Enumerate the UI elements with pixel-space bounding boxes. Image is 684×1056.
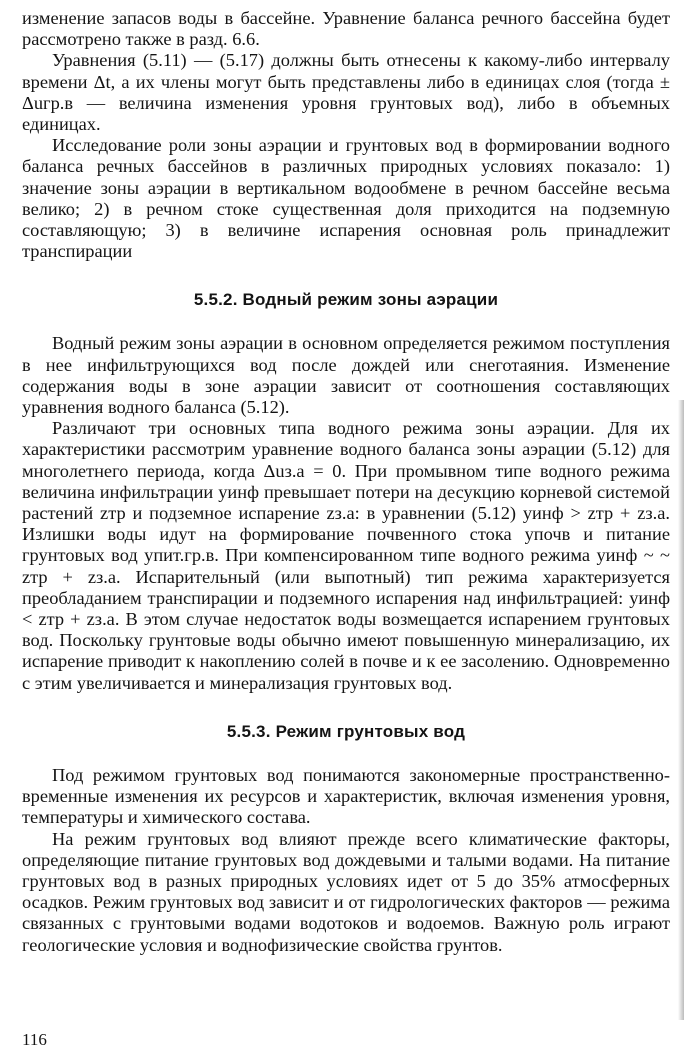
section-553-paragraph-1: Под режимом грунтовых вод понимаются закономерные пространственно-временные изменения их ресурсов и характеристик, включая изменения уровня, температуры и химического состава. [22,764,670,828]
section-552-paragraph-2: Различают три основных типа водного режима зоны аэрации. Для их характеристики рассмотрим уравнение водного баланса зоны аэрации (5.12) для многолетнего периода, когда Δuз.а = 0. При промывном типе водного режима величина инфильтрации yинф превышает потери на десукцию корневой системой растений zтр и подземное испарение zз.а: в уравнении (5.12) yинф > zтр + zз.а. Излишки воды идут на формирование почвенного стока yпочв и питание грунтовых вод yпит.гр.в. При компенсированном типе водного режима yинф ~ ~ zтр + zз.а. Испарительный (или выпотный) тип режима характеризуется преобладанием транспирации и подземного испарения над инфильтрацией: yинф < zтр + zз.а. В этом случае недостаток воды возмещается испарением грунтовых вод. Поскольку грунтовые воды обычно имеют повышенную минерализацию, их испарение приводит к накоплению солей в почве и к ее засолению. Одновременно с этим увеличивается и минерализация грунтовых вод. [22,418,670,693]
continuation-paragraph: изменение запасов воды в бассейне. Уравнение баланса речного бассейна будет рассмотрено также в разд. 6.6. [22,8,670,50]
section-552-paragraph-1: Водный режим зоны аэрации в основном определяется режимом поступления в нее инфильтрующихся вод после дождей или снеготаяния. Изменение содержания воды в зоне аэрации зависит от соотношения составляющих уравнения водного баланса (5.12). [22,333,670,418]
page-body [22,8,670,956]
page-number: 116 [22,1030,47,1049]
section-553-paragraph-2: На режим грунтовых вод влияют прежде всего климатические факторы, определяющие питание грунтовых вод дождевыми и талыми водами. На питание грунтовых вод в разных природных условиях идет от 5 до 35% атмосферных осадков. Режим грунтовых вод зависит и от гидрологических факторов — режима связанных с грунтовыми водами водотоков и водоемов. Важную роль играют геологические условия и воднофизические свойства грунтов. [22,828,670,955]
section-heading-552: 5.5.2. Водный режим зоны аэрации [193,290,499,310]
research-paragraph: Исследование роли зоны аэрации и грунтовых вод в формировании водного баланса речных бассейнов в различных природных условиях показало: 1) значение зоны аэрации в вертикальном водообмене в речном бассейне весьма велико; 2) в речном стоке существенная доля приходится на подземную составляющую; 3) в величине испарения основная роль принадлежит транспирации [22,135,670,262]
equations-paragraph: Уравнения (5.11) — (5.17) должны быть отнесены к какому-либо интервалу времени Δt, а их члены могут быть представлены либо в единицах слоя (тогда ± Δuгр.в — величина изменения уровня грунтовых вод), либо в объемных единицах. [22,50,670,135]
scan-edge-shadow [678,400,684,1020]
section-heading-553: 5.5.3. Режим грунтовых вод [226,721,466,741]
